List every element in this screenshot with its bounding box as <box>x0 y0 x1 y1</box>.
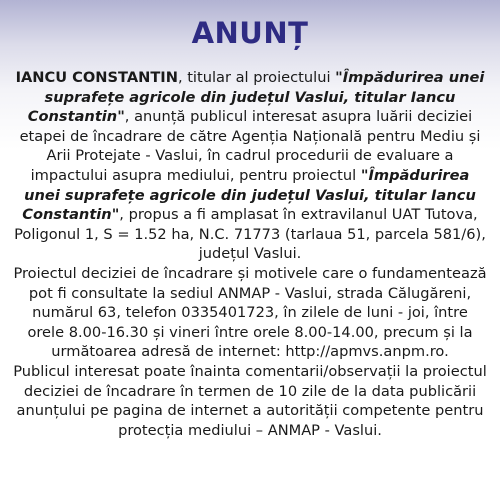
project-name-first: "Împădurirea unei suprafețe agricole din județul Vaslui, titular Iancu Constantin" <box>27 69 485 126</box>
announcement-body <box>12 68 488 440</box>
paragraph1-text-a: , titular al proiectului <box>177 69 336 86</box>
paragraph-consultation-info: Proiectul deciziei de încadrare și motivele care o fundamentează pot fi consultate la sediul ANMAP - Vaslui, strada Călugăreni, numărul 63, telefon 0335401723, în zilele de luni - joi, între orele 8.00-16.30 și vineri între orele 8.00-14.00, precum și la următoarea adresă de internet: http://apmvs.anpm.ro. <box>13 264 487 361</box>
paragraph-project-intro <box>12 68 488 264</box>
paragraph1-text-b: , anunță publicul interesat asupra luării deciziei etapei de încadrare de către Agenția Națională pentru Mediu și Arii Protejate - Vaslui, în cadrul procedurii de evaluare a impactului asupra mediului, pentru proiectul <box>19 108 481 184</box>
paragraph-public-comments: Publicul interesat poate înainta comentarii/observații la proiectul deciziei de încadrare în termen de 10 zile de la data publicării anunțului pe pagina de internet a autorității competente pentru protecția mediului – ANMAP - Vaslui. <box>13 362 487 439</box>
announcement-title: ANUNȚ <box>191 16 309 50</box>
project-name-second: "Împădurirea unei suprafețe agricole din județul Vaslui, titular Iancu Constantin" <box>22 166 476 224</box>
paragraph1-text-c: , propus a fi amplasat în extravilanul UAT Tutova, Poligonul 1, S = 1.52 ha, N.C. 71773 (tarlaua 51, parcela 581/6), județul Vaslui. <box>14 206 486 263</box>
project-holder-name: IANCU CONSTANTIN <box>15 69 178 86</box>
